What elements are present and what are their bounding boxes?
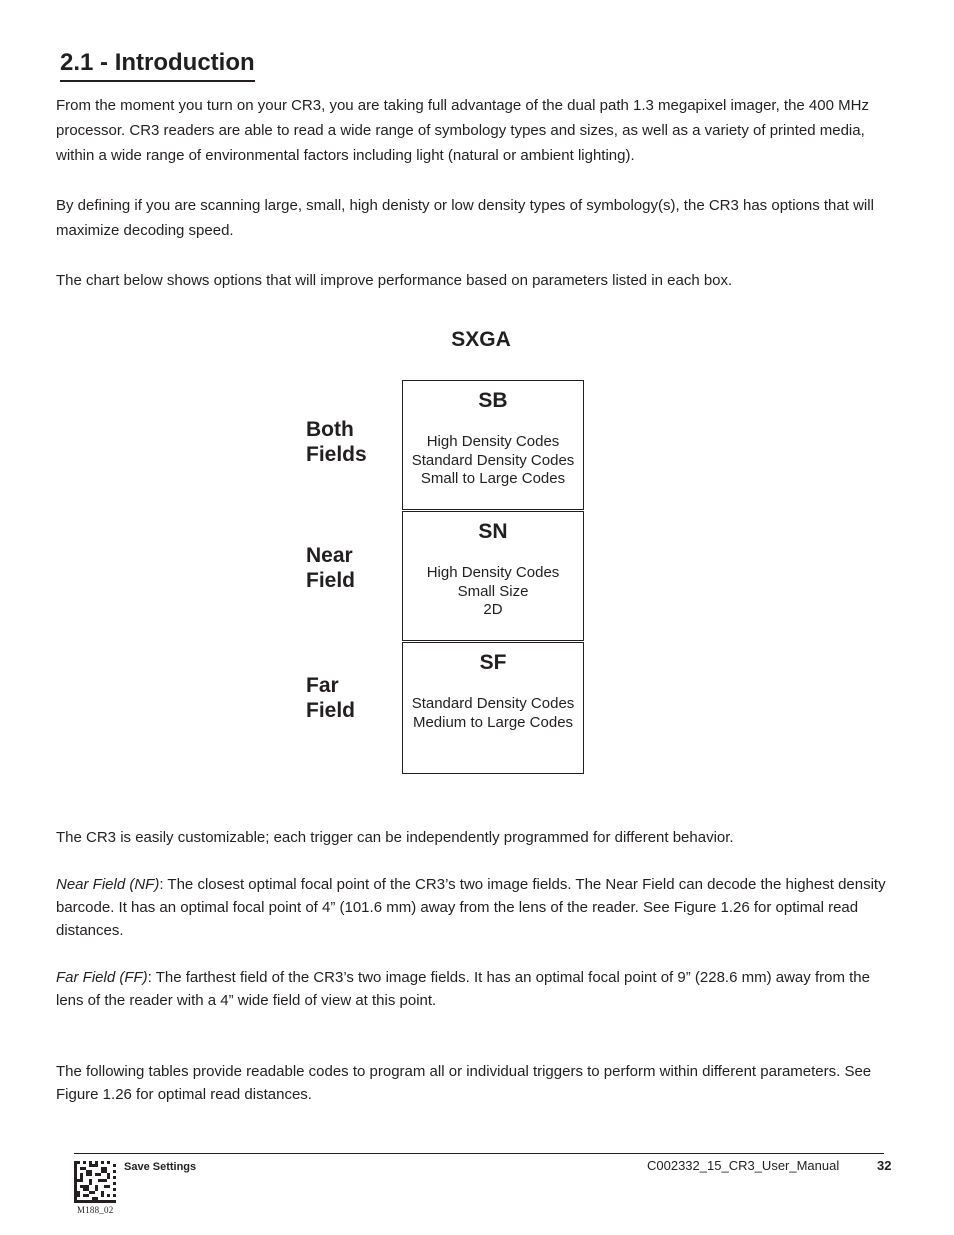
- near-field-term: Near Field (NF): [56, 876, 160, 893]
- row-label-both-fields: Both Fields: [306, 418, 367, 466]
- tables-paragraph: The following tables provide readable codes to program all or individual triggers to perform within different parameters. See Figure 1.26 for optimal read distances.: [56, 1063, 872, 1103]
- mode-code: SB: [478, 389, 508, 412]
- far-field-term: Far Field (FF): [56, 969, 148, 986]
- customizable-paragraph: The CR3 is easily customizable; each trigger can be independently programmed for different behavior.: [56, 829, 734, 846]
- mode-code: SF: [479, 651, 507, 674]
- row-label-near-field: Near Field: [306, 544, 356, 592]
- intro-paragraph-3: The chart below shows options that will improve performance based on parameters listed in each box.: [56, 272, 733, 289]
- mode-code: SN: [478, 520, 508, 543]
- page-title: 2.1 - Introduction: [60, 48, 255, 82]
- mode-box-sn: [402, 511, 584, 641]
- mode-description: Standard Density Codes Medium to Large Codes: [411, 695, 575, 731]
- chart-title: SXGA: [451, 328, 511, 351]
- row-label-far-field: Far Field: [306, 674, 356, 722]
- intro-paragraph-1: From the moment you turn on your CR3, you are taking full advantage of the dual path 1.3 megapixel imager, the 400 MHz processor. CR3 readers are able to read a wide range of symbology types and sizes, as well as a variety of printed media, within a wide range of environmental factors including light (natural or ambient lighting).: [56, 97, 869, 164]
- mode-box-sb: [402, 380, 584, 510]
- mode-box-sf: [402, 642, 584, 774]
- barcode-id: M188_02: [77, 1205, 114, 1215]
- footer-divider: [74, 1153, 884, 1154]
- page-number: 32: [877, 1158, 892, 1173]
- mode-description: High Density Codes Small Size 2D: [426, 564, 560, 618]
- document-id: C002332_15_CR3_User_Manual: [647, 1158, 840, 1173]
- barcode-label: Save Settings: [124, 1161, 197, 1173]
- mode-description: High Density Codes Standard Density Codes Small to Large Codes: [411, 433, 575, 487]
- near-field-paragraph: Near Field (NF): The closest optimal focal point of the CR3’s two image fields. The Near Field can decode the highest density barcode. It has an optimal focal point of 4” (101.6 mm) away from the lens of the reader. See Figure 1.26 for optimal read distances.: [56, 876, 886, 939]
- intro-paragraph-2: By defining if you are scanning large, small, high denisty or low density types of symbology(s), the CR3 has options that will maximize decoding speed.: [56, 197, 874, 239]
- data-matrix-barcode: [74, 1160, 116, 1204]
- far-field-paragraph: Far Field (FF): The farthest field of the CR3’s two image fields. It has an optimal focal point of 9” (228.6 mm) away from the lens of the reader with a 4” wide field of view at this point.: [56, 969, 870, 1009]
